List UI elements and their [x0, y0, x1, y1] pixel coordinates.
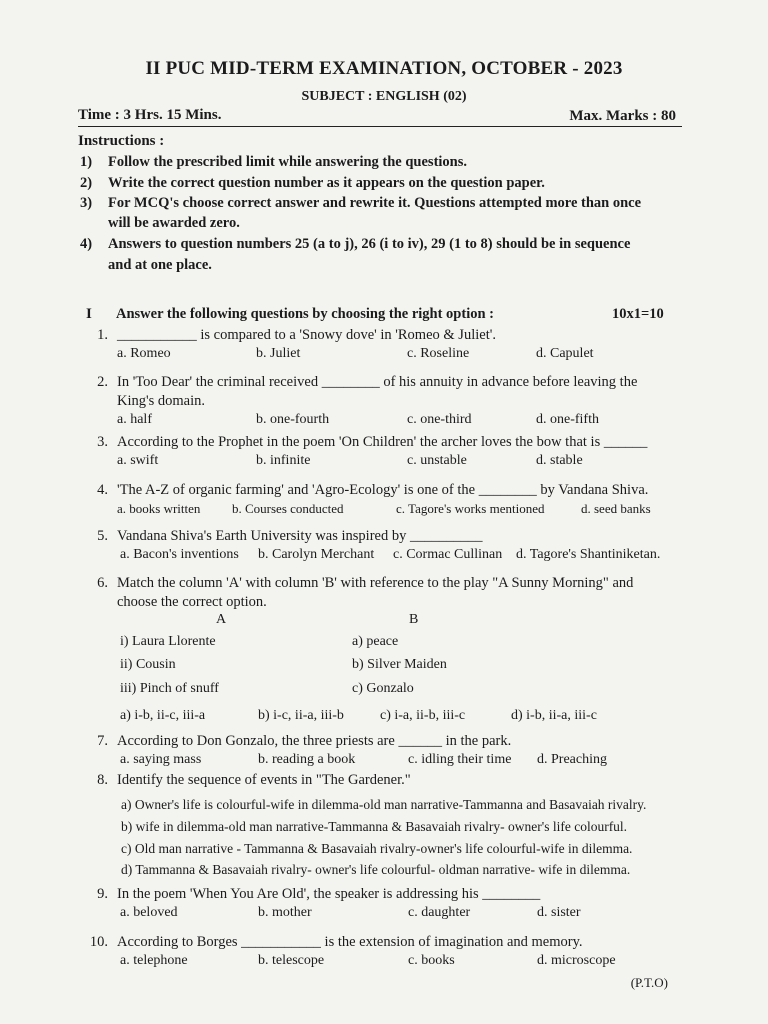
match-row-b: c) Gonzalo	[352, 681, 414, 696]
question-text: According to Borges ___________ is the extension of imagination and memory.	[117, 934, 583, 950]
question-text-continued: King's domain.	[117, 393, 205, 409]
section-number: I	[86, 306, 92, 322]
option-b: b. telescope	[258, 953, 325, 968]
instruction-number: 3)	[80, 195, 93, 211]
option-b: b. mother	[258, 905, 312, 920]
option-d: d. sister	[537, 905, 581, 920]
page-turn-over: (P.T.O)	[630, 975, 668, 990]
instruction-text-continued: will be awarded zero.	[108, 215, 240, 231]
option-d: d. stable	[536, 453, 583, 468]
option-d: d. Tagore's Shantiniketan.	[516, 547, 661, 562]
question-number: 4.	[97, 482, 108, 498]
question-number: 8.	[97, 772, 108, 788]
option-a: a. books written	[117, 501, 201, 516]
option-b: b. one-fourth	[256, 412, 330, 427]
match-row-a: ii) Cousin	[120, 657, 176, 672]
option-a: a. swift	[117, 453, 159, 468]
question-number: 5.	[97, 528, 108, 544]
question-number: 2.	[97, 374, 108, 390]
column-a-heading: A	[216, 612, 227, 627]
option-d: d. one-fifth	[536, 412, 599, 427]
option-a: a. Romeo	[117, 346, 171, 361]
instruction-number: 2)	[80, 175, 93, 191]
question-text-continued: choose the correct option.	[117, 594, 267, 610]
option-d: d. Capulet	[536, 346, 594, 361]
question-number: 10.	[89, 934, 108, 950]
instruction-text-continued: and at one place.	[108, 257, 212, 273]
option-d: d. Preaching	[537, 752, 607, 767]
header-rule	[78, 126, 682, 127]
instruction-text: Follow the prescribed limit while answering the questions.	[108, 154, 468, 170]
max-marks: Max. Marks : 80	[569, 108, 676, 124]
instruction-number: 4)	[80, 236, 93, 252]
question-number: 1.	[97, 327, 108, 343]
option-b: b. reading a book	[258, 752, 356, 767]
question-text: ___________ is compared to a 'Snowy dove' in 'Romeo & Juliet'.	[117, 327, 496, 343]
section-marks: 10x1=10	[612, 306, 664, 322]
question-number: 9.	[97, 886, 108, 902]
instruction-text: Write the correct question number as it appears on the question paper.	[108, 175, 545, 191]
option-c: c. Cormac Cullinan	[393, 547, 503, 562]
option-b: b. Juliet	[256, 346, 301, 361]
option-c: c) i-a, ii-b, iii-c	[380, 708, 466, 723]
option-d: d) Tammanna & Basavaiah rivalry- owner's life colourful- oldman narrative- wife in dilemma.	[121, 862, 631, 877]
instruction-text: Answers to question numbers 25 (a to j), 26 (i to iv), 29 (1 to 8) should be in sequence	[108, 236, 631, 252]
option-d: d. microscope	[537, 953, 616, 968]
subject-line: SUBJECT : ENGLISH (02)	[301, 89, 467, 104]
instruction-text: For MCQ's choose correct answer and rewrite it. Questions attempted more than once	[108, 195, 642, 211]
option-c: c) Old man narrative - Tammanna & Basavaiah rivalry-owner's life colourful-wife in dilemma.	[121, 841, 633, 856]
match-row-a: i) Laura Llorente	[120, 634, 216, 649]
option-a: a) Owner's life is colourful-wife in dilemma-old man narrative-Tammanna and Basavaiah rivalry.	[121, 797, 647, 812]
question-number: 3.	[97, 434, 108, 450]
column-b-heading: B	[409, 612, 419, 627]
option-b: b. infinite	[256, 453, 311, 468]
question-text: In 'Too Dear' the criminal received ________ of his annuity in advance before leaving the	[117, 374, 638, 390]
question-number: 7.	[97, 733, 108, 749]
question-text: Vandana Shiva's Earth University was inspired by __________	[117, 528, 483, 544]
option-b: b) i-c, ii-a, iii-b	[258, 708, 344, 723]
option-c: c. one-third	[407, 412, 472, 427]
instruction-number: 1)	[80, 154, 93, 170]
match-row-b: b) Silver Maiden	[352, 657, 447, 672]
question-number: 6.	[97, 575, 108, 591]
question-text: Match the column 'A' with column 'B' with reference to the play "A Sunny Morning" and	[117, 575, 634, 591]
option-b: b. Carolyn Merchant	[258, 547, 375, 562]
match-row-a: iii) Pinch of snuff	[120, 681, 219, 696]
option-d: d) i-b, ii-a, iii-c	[511, 708, 597, 723]
option-a: a) i-b, ii-c, iii-a	[120, 708, 206, 723]
question-text: According to Don Gonzalo, the three priests are ______ in the park.	[117, 733, 512, 749]
section-instruction: Answer the following questions by choosing the right option :	[116, 306, 494, 322]
exam-title: II PUC MID-TERM EXAMINATION, OCTOBER - 2023	[145, 58, 623, 79]
option-a: a. half	[117, 412, 152, 427]
question-text: In the poem 'When You Are Old', the speaker is addressing his ________	[117, 886, 541, 902]
option-a: a. Bacon's inventions	[120, 547, 239, 562]
match-row-b: a) peace	[352, 634, 399, 649]
option-c: c. idling their time	[408, 752, 512, 767]
option-a: a. saying mass	[120, 752, 202, 767]
option-c: c. unstable	[407, 453, 467, 468]
option-c: c. Roseline	[407, 346, 470, 361]
option-d: d. seed banks	[581, 501, 651, 516]
question-text: According to the Prophet in the poem 'On Children' the archer loves the bow that is ______	[117, 434, 648, 450]
question-text: Identify the sequence of events in "The Gardener."	[117, 772, 411, 788]
option-c: c. books	[408, 953, 455, 968]
option-b: b) wife in dilemma-old man narrative-Tammanna & Basavaiah rivalry- owner's life colourful.	[121, 819, 628, 834]
question-text: 'The A-Z of organic farming' and 'Agro-Ecology' is one of the ________ by Vandana Shiva.	[117, 482, 649, 498]
option-a: a. telephone	[120, 953, 188, 968]
option-a: a. beloved	[120, 905, 178, 920]
instructions-heading: Instructions :	[78, 133, 165, 149]
exam-time: Time : 3 Hrs. 15 Mins.	[78, 107, 222, 123]
option-c: c. Tagore's works mentioned	[396, 501, 545, 516]
option-c: c. daughter	[408, 905, 471, 920]
option-b: b. Courses conducted	[232, 501, 344, 516]
